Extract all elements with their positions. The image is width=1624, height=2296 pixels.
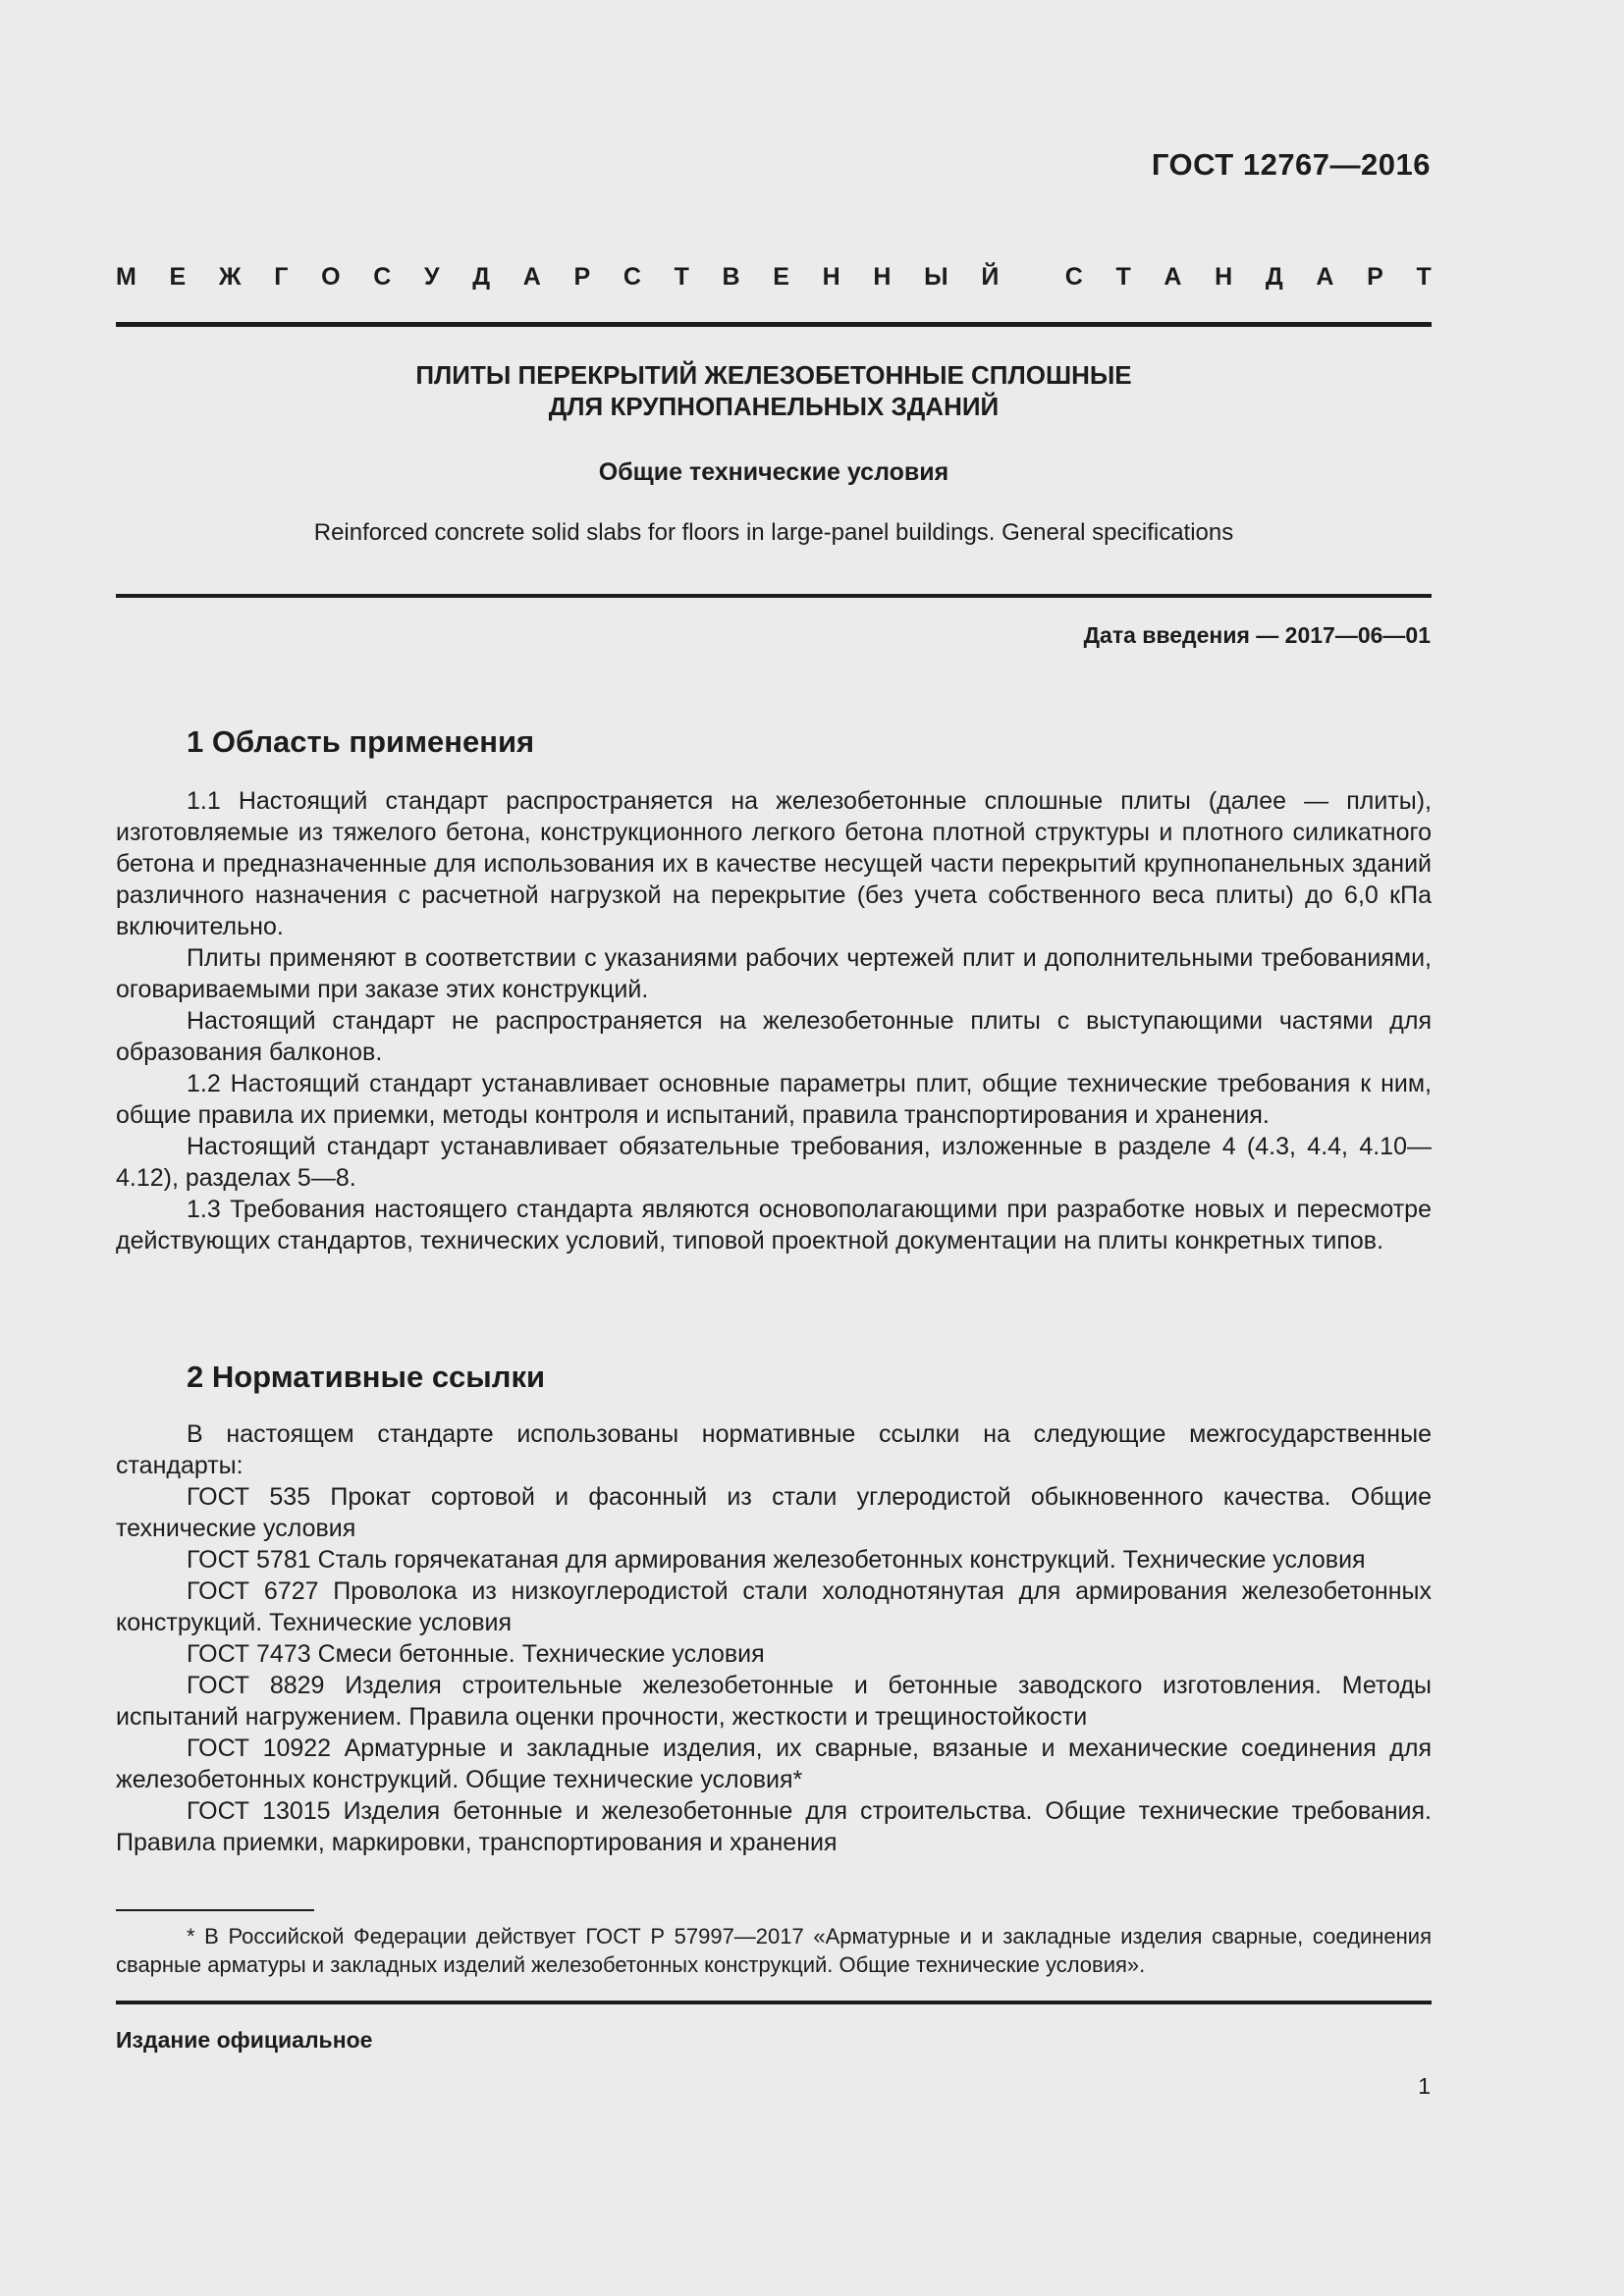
reference-item: ГОСТ 8829 Изделия строительные железобетонные и бетонные заводского изготовления. Методы испытаний нагружением. Правила оценки прочности, жесткости и трещиностойкости [116, 1672, 1432, 1731]
footnote [116, 1922, 1432, 1979]
reference-item: ГОСТ 7473 Смеси бетонные. Технические условия [187, 1640, 765, 1668]
interstate-letter: Р [1367, 263, 1383, 291]
interstate-letter: Ж [218, 263, 242, 291]
reference-item: ГОСТ 10922 Арматурные и закладные изделия, их сварные, вязаные и механические соединения для железобетонных конструкций. Общие технические условия* [116, 1735, 1432, 1793]
title-divider [116, 594, 1432, 598]
interstate-letter: Н [1215, 263, 1233, 291]
interstate-letter: С [623, 263, 641, 291]
section-1-heading: 1 Область применения [187, 724, 535, 759]
english-title: Reinforced concrete solid slabs for floors in large-panel buildings. General specifications [313, 519, 1234, 546]
interstate-letter: Р [573, 263, 591, 291]
interstate-letter: Т [1416, 263, 1432, 291]
page-number: 1 [1418, 2073, 1431, 2099]
interstate-letter: Ы [924, 263, 948, 291]
interstate-letter: А [1316, 263, 1334, 291]
interstate-letter: Н [822, 263, 840, 291]
interstate-letter: Н [873, 263, 892, 291]
interstate-letter: Е [169, 263, 187, 291]
paragraph: Плиты применяют в соответствии с указаниями рабочих чертежей плит и дополнительными требованиями, оговариваемыми при заказе этих конструкций. [116, 944, 1432, 1003]
interstate-letter: В [722, 263, 740, 291]
paragraph: 1.1 Настоящий стандарт распространяется на железобетонные сплошные плиты (далее — плиты), изготовляемые из тяжелого бетона, конструкционного легкого бетона плотной структуры и плотного силикатного бетона и предназначенные для использования их в качестве несущей части перекрытий крупнопанельных зданий различного назначения с расчетной нагрузкой на перекрытие (без учета собственного веса плиты) до 6,0 кПа включительно. [116, 787, 1432, 940]
document-code: ГОСТ 12767—2016 [1151, 147, 1431, 182]
interstate-letter: Д [472, 263, 491, 291]
edition-label: Издание официальное [116, 2027, 373, 2053]
interstate-letter: Т [674, 263, 689, 291]
interstate-letter: Д [1265, 263, 1283, 291]
reference-item: ГОСТ 535 Прокат сортовой и фасонный из стали углеродистой обыкновенного качества. Общие технические условия [116, 1483, 1432, 1542]
section-2-heading: 2 Нормативные ссылки [187, 1360, 546, 1394]
reference-item: ГОСТ 6727 Проволока из низкоуглеродистой стали холоднотянутая для армирования железобетонных конструкций. Технические условия [116, 1577, 1432, 1636]
interstate-letter: О [321, 263, 341, 291]
interstate-letter: А [522, 263, 541, 291]
reference-item: ГОСТ 5781 Сталь горячекатаная для армирования железобетонных конструкций. Технические условия [187, 1546, 1366, 1574]
paragraph: Настоящий стандарт не распространяется на железобетонные плиты с выступающими частями для образования балконов. [116, 1007, 1432, 1066]
paragraph: 1.3 Требования настоящего стандарта являются основополагающими при разработке новых и пересмотре действующих стандартов, технических условий, типовой проектной документации на плиты конкретных типов. [116, 1196, 1432, 1255]
introduction-date: Дата введения — 2017—06—01 [1083, 622, 1431, 648]
document-subtitle: Общие технические условия [598, 458, 949, 486]
paragraph: В настоящем стандарте использованы нормативные ссылки на следующие межгосударственные стандарты: [116, 1420, 1432, 1479]
section-1-body [116, 785, 1432, 1256]
document-title [116, 359, 1432, 422]
interstate-letter: Т [1115, 263, 1131, 291]
footnote-text: * В Российской Федерации действует ГОСТ Р 57997—2017 «Арматурные и и закладные изделия сварные, соединения сварные арматуры и закладных изделий железобетонных конструкций. Общие технические условия». [116, 1924, 1432, 1977]
interstate-letter: С [1064, 263, 1083, 291]
paragraph: 1.2 Настоящий стандарт устанавливает основные параметры плит, общие технические требования к ним, общие правила их приемки, методы контроля и испытаний, правила транспортирования и хранения. [116, 1070, 1432, 1129]
interstate-letter: М [116, 263, 136, 291]
interstate-standard-label [116, 263, 1432, 292]
section-2-body [116, 1418, 1432, 1858]
paragraph: Настоящий стандарт устанавливает обязательные требования, изложенные в разделе 4 (4.3, 4.4, 4.10—4.12), разделах 5—8. [116, 1133, 1432, 1192]
reference-item: ГОСТ 13015 Изделия бетонные и железобетонные для строительства. Общие технические требования. Правила приемки, маркировки, транспортирования и хранения [116, 1797, 1432, 1856]
title-line-1: ПЛИТЫ ПЕРЕКРЫТИЙ ЖЕЛЕЗОБЕТОННЫЕ СПЛОШНЫЕ [415, 360, 1132, 390]
footnote-divider [116, 1909, 314, 1911]
interstate-letter: А [1164, 263, 1182, 291]
interstate-letter: С [373, 263, 392, 291]
interstate-letter: Й [981, 263, 1000, 291]
footer-divider [116, 2001, 1432, 2004]
header-divider [116, 322, 1432, 327]
interstate-letter: Е [773, 263, 789, 291]
interstate-letter: Г [274, 263, 289, 291]
interstate-letter: У [423, 263, 440, 291]
title-line-2: ДЛЯ КРУПНОПАНЕЛЬНЫХ ЗДАНИЙ [548, 392, 1000, 421]
